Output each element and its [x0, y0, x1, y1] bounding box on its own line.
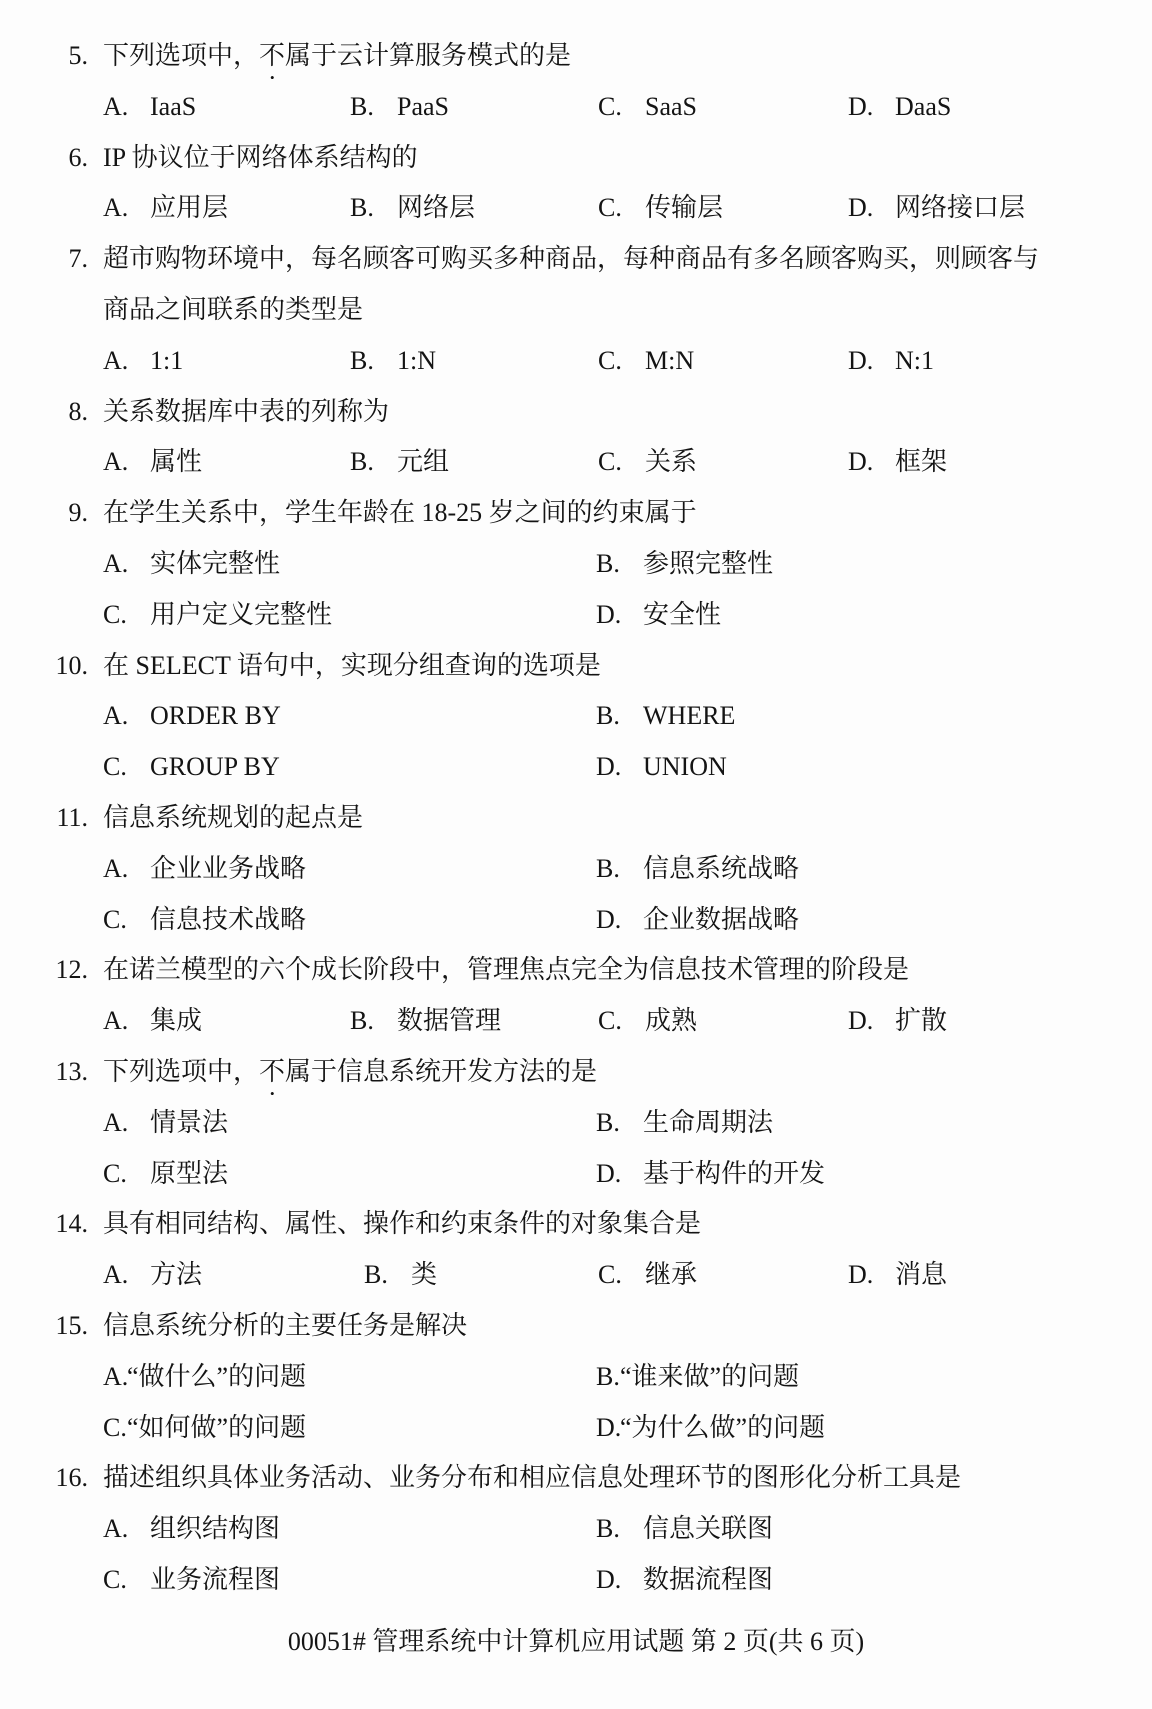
question-9 [0, 488, 1152, 539]
option-label: C. [103, 904, 127, 934]
option-label: D. [848, 345, 874, 375]
option-label: A. [103, 345, 129, 375]
option-text: 成熟 [645, 1006, 698, 1036]
option-text: 类 [411, 1260, 438, 1290]
question-16-options-ab [0, 1504, 1152, 1555]
option-text: 生命周期法 [643, 1107, 774, 1137]
option-text: 信息技术战略 [150, 904, 307, 934]
option-label: D. [596, 599, 622, 629]
option-label: A. [103, 1514, 129, 1544]
option-c [103, 895, 306, 946]
option-label: B. [596, 548, 620, 578]
question-number: 16. [55, 1463, 88, 1493]
option-label: D. [596, 752, 622, 782]
option-text: IaaS [150, 91, 197, 121]
option-label: B. [350, 447, 374, 477]
question-6-options [0, 183, 1152, 234]
question-number: 13. [55, 1056, 88, 1086]
option-label: D. [848, 447, 874, 477]
option-label: B. [596, 1361, 620, 1391]
question-11 [0, 793, 1152, 844]
question-list [0, 31, 1152, 1606]
option-text: 安全性 [643, 599, 722, 629]
option-text: 1:N [397, 345, 436, 375]
question-12-options [0, 996, 1152, 1047]
option-a [103, 844, 306, 895]
option-b [596, 1504, 773, 1555]
option-text: UNION [643, 752, 727, 782]
question-6 [0, 133, 1152, 184]
option-c [598, 437, 697, 488]
option-d [848, 996, 947, 1047]
question-number: 14. [55, 1209, 88, 1239]
question-text: 信息系统规划的起点是 [103, 802, 364, 832]
question-text [103, 31, 571, 85]
option-b [350, 82, 449, 133]
option-label: A. [103, 193, 129, 223]
option-c [598, 336, 694, 387]
option-text: 原型法 [150, 1158, 229, 1188]
emphasized-word: 不 [259, 41, 286, 70]
option-b [364, 1250, 437, 1301]
question-number: 6. [68, 142, 88, 172]
question-13 [0, 1047, 1152, 1098]
option-label: A. [103, 1361, 129, 1391]
option-text: 信息系统战略 [643, 853, 800, 883]
question-text-before: 下列选项中， [103, 1056, 260, 1086]
question-10 [0, 641, 1152, 692]
question-text: 具有相同结构、属性、操作和约束条件的对象集合是 [103, 1209, 702, 1239]
option-b [350, 183, 475, 234]
option-text: “谁来做”的问题 [620, 1361, 800, 1391]
question-7 [0, 234, 1152, 285]
option-d [596, 590, 721, 641]
option-b [350, 437, 449, 488]
option-b [596, 844, 799, 895]
question-5 [0, 31, 1152, 82]
option-d [596, 742, 727, 793]
option-text: 组织结构图 [150, 1514, 281, 1544]
question-text: 在诺兰模型的六个成长阶段中，管理焦点完全为信息技术管理的阶段是 [103, 955, 910, 985]
option-text: 企业业务战略 [150, 853, 307, 883]
question-number: 15. [55, 1310, 88, 1340]
question-number: 8. [68, 396, 88, 426]
question-text: IP 协议位于网络体系结构的 [103, 142, 418, 172]
option-text: N:1 [895, 345, 934, 375]
option-label: C. [103, 1158, 127, 1188]
option-c [598, 82, 697, 133]
option-b [596, 1352, 799, 1403]
question-number: 11. [56, 802, 88, 832]
option-b [596, 691, 735, 742]
option-label: D. [848, 1260, 874, 1290]
option-label: A. [103, 853, 129, 883]
option-label: B. [364, 1260, 388, 1290]
option-c [598, 183, 723, 234]
question-15 [0, 1301, 1152, 1352]
option-label: C. [598, 447, 622, 477]
option-label: C. [598, 1006, 622, 1036]
question-12 [0, 945, 1152, 996]
option-label: B. [596, 701, 620, 731]
option-text: PaaS [397, 91, 449, 121]
option-a [103, 183, 228, 234]
option-text: 继承 [645, 1260, 698, 1290]
option-label: C. [598, 193, 622, 223]
option-d [848, 437, 947, 488]
question-text-line-2: 商品之间联系的类型是 [103, 294, 364, 324]
question-14 [0, 1199, 1152, 1250]
option-d [596, 895, 799, 946]
option-label: C. [103, 599, 127, 629]
question-text: 在学生关系中，学生年龄在 18-25 岁之间的约束属于 [103, 498, 697, 528]
option-a [103, 82, 196, 133]
question-text: 在 SELECT 语句中，实现分组查询的选项是 [103, 650, 601, 680]
option-text: 关系 [645, 447, 698, 477]
question-8 [0, 387, 1152, 438]
page-footer: 00051# 管理系统中计算机应用试题 第 2 页(共 6 页) [287, 1627, 865, 1656]
option-label: A. [103, 91, 129, 121]
question-number: 10. [55, 650, 88, 680]
question-number: 12. [55, 955, 88, 985]
option-text: 方法 [150, 1260, 203, 1290]
option-text: 框架 [895, 447, 948, 477]
option-text: DaaS [895, 91, 952, 121]
option-c [103, 1555, 280, 1606]
option-b [596, 539, 773, 590]
option-label: C. [103, 1412, 127, 1442]
option-a [103, 1098, 228, 1149]
question-number: 9. [68, 498, 88, 528]
option-text: 企业数据战略 [643, 904, 800, 934]
option-label: C. [598, 91, 622, 121]
option-a [103, 539, 280, 590]
question-11-options-cd [0, 895, 1152, 946]
question-15-options-cd [0, 1403, 1152, 1454]
option-b [596, 1098, 773, 1149]
option-text: WHERE [643, 701, 736, 731]
option-label: C. [598, 345, 622, 375]
option-c [103, 1149, 228, 1200]
option-label: D. [596, 1564, 622, 1594]
option-text: 应用层 [150, 193, 229, 223]
option-text: 实体完整性 [150, 548, 281, 578]
question-15-options-ab [0, 1352, 1152, 1403]
question-13-options-cd [0, 1149, 1152, 1200]
option-b [350, 336, 436, 387]
option-label: A. [103, 548, 129, 578]
question-text: 描述组织具体业务活动、业务分布和相应信息处理环节的图形化分析工具是 [103, 1463, 962, 1493]
question-text-after: 属于信息系统开发方法的是 [285, 1056, 598, 1086]
option-label: D. [848, 91, 874, 121]
option-label: B. [350, 91, 374, 121]
question-14-options [0, 1250, 1152, 1301]
option-text: “如何做”的问题 [127, 1412, 307, 1442]
question-text: 关系数据库中表的列称为 [103, 396, 390, 426]
option-label: A. [103, 1006, 129, 1036]
question-13-options-ab [0, 1098, 1152, 1149]
option-label: A. [103, 1260, 129, 1290]
emphasized-word: 不 [259, 1056, 286, 1086]
option-text: 用户定义完整性 [150, 599, 333, 629]
option-a [103, 336, 183, 387]
option-text: “做什么”的问题 [127, 1361, 307, 1391]
option-text: 参照完整性 [643, 548, 774, 578]
option-text: 元组 [397, 447, 450, 477]
question-number: 5. [68, 41, 88, 70]
option-label: B. [350, 345, 374, 375]
option-d [848, 336, 934, 387]
question-7-continued [0, 285, 1152, 336]
option-text: 情景法 [150, 1107, 229, 1137]
option-c [103, 1403, 306, 1454]
question-text-after: 属于云计算服务模式的是 [285, 41, 572, 70]
option-d [596, 1403, 825, 1454]
option-label: D. [848, 1006, 874, 1036]
option-a [103, 996, 202, 1047]
question-5-options [0, 82, 1152, 133]
option-d [596, 1149, 825, 1200]
option-c [598, 996, 697, 1047]
option-a [103, 691, 281, 742]
option-text: 网络层 [397, 193, 476, 223]
question-text-before: 下列选项中， [103, 41, 260, 70]
option-label: B. [350, 1006, 374, 1036]
option-label: D. [596, 1158, 622, 1188]
option-text: 消息 [895, 1260, 948, 1290]
option-b [350, 996, 501, 1047]
option-label: A. [103, 701, 129, 731]
option-d [596, 1555, 773, 1606]
option-label: A. [103, 447, 129, 477]
question-7-options [0, 336, 1152, 387]
option-text: ORDER BY [150, 701, 281, 731]
option-text: 传输层 [645, 193, 724, 223]
option-d [848, 1250, 947, 1301]
option-label: D. [596, 1412, 622, 1442]
option-a [103, 1504, 280, 1555]
option-d [848, 82, 951, 133]
option-text: 业务流程图 [150, 1564, 281, 1594]
option-label: A. [103, 1107, 129, 1137]
question-text [103, 1047, 597, 1101]
option-label: D. [848, 193, 874, 223]
question-10-options-cd [0, 742, 1152, 793]
option-a [103, 1352, 306, 1403]
question-9-options-ab [0, 539, 1152, 590]
option-c [103, 742, 280, 793]
option-label: B. [596, 1514, 620, 1544]
question-11-options-ab [0, 844, 1152, 895]
option-text: 网络接口层 [895, 193, 1026, 223]
option-text: GROUP BY [150, 752, 280, 782]
question-number: 7. [68, 244, 88, 274]
option-label: B. [350, 193, 374, 223]
option-text: 集成 [150, 1006, 203, 1036]
question-text-line-1: 超市购物环境中，每名顾客可购买多种商品，每种商品有多名顾客购买，则顾客与 [103, 244, 1040, 274]
option-text: 数据管理 [397, 1006, 502, 1036]
option-label: C. [103, 1564, 127, 1594]
option-d [848, 183, 1025, 234]
option-c [598, 1250, 697, 1301]
option-a [103, 437, 202, 488]
option-text: SaaS [645, 91, 697, 121]
question-16 [0, 1453, 1152, 1504]
question-text: 信息系统分析的主要任务是解决 [103, 1310, 468, 1340]
question-9-options-cd [0, 590, 1152, 641]
option-label: B. [596, 1107, 620, 1137]
option-a [103, 1250, 202, 1301]
option-text: 信息关联图 [643, 1514, 774, 1544]
option-text: 1:1 [150, 345, 184, 375]
question-8-options [0, 437, 1152, 488]
option-label: C. [103, 752, 127, 782]
option-c [103, 590, 332, 641]
option-text: 基于构件的开发 [643, 1158, 826, 1188]
option-text: 扩散 [895, 1006, 948, 1036]
option-label: D. [596, 904, 622, 934]
option-text: M:N [645, 345, 695, 375]
option-label: C. [598, 1260, 622, 1290]
option-text: 数据流程图 [643, 1564, 774, 1594]
option-label: B. [596, 853, 620, 883]
option-text: 属性 [150, 447, 203, 477]
question-10-options-ab [0, 691, 1152, 742]
question-16-options-cd [0, 1555, 1152, 1606]
option-text: “为什么做”的问题 [620, 1412, 826, 1442]
